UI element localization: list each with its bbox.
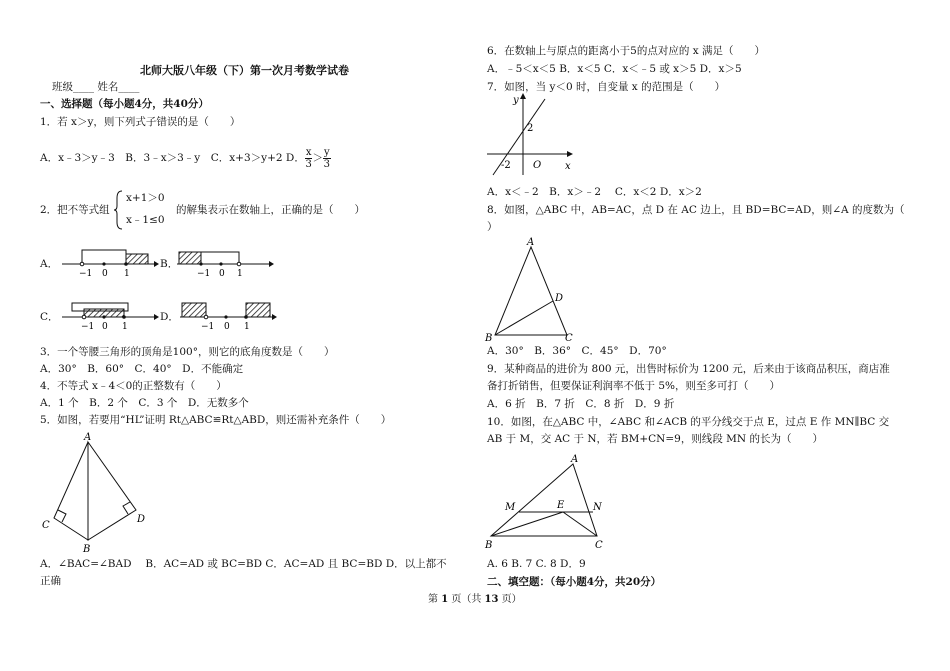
q8-label-d: D [555, 293, 564, 304]
q1-options [40, 142, 331, 174]
page-footer: 第 1 页（共 13 页） [428, 594, 522, 605]
q5-label-a: A [84, 432, 92, 443]
q2-b-tick-1: 1 [237, 269, 243, 279]
q7-stem: 7．如图，当 y＜0 时，自变量 x 的范围是（ ） [487, 81, 726, 93]
q2-option-c-label: C． [40, 311, 59, 323]
q8-label-b: B [485, 333, 493, 344]
q1-stem: 1．若 x＞y，则下列式子错误的是（ ） [40, 116, 241, 128]
q5-figure [40, 430, 160, 556]
q7-options: A．x＜﹣2 B．x＞﹣2 C．x＜2 D．x＞2 [487, 186, 702, 198]
q3-stem: 3．一个等腰三角形的顶角是100°，则它的底角度数是（ ） [40, 346, 335, 358]
q2-a-tick-1: 1 [124, 269, 130, 279]
q2-c-tick-1: 1 [122, 322, 128, 332]
q10-stem-line-2: AB 于 M，交 AC 于 N，若 BM+CN=9，则线段 MN 的长为（ ） [487, 433, 823, 445]
q2-b-tick-0: 0 [219, 269, 225, 279]
page-title: 北师大版八年级（下）第一次月考数学试卷 [140, 64, 349, 77]
q2-numberline-d [180, 297, 280, 333]
q5-options-line-1: A．∠BAC=∠BAD B．AC=AD 或 BC=BD C．AC=AD 且 BC=BD D．以上都不 [40, 558, 447, 570]
q10-figure [485, 452, 615, 552]
q7-label-o: O [533, 160, 542, 171]
q10-label-c: C [595, 540, 603, 551]
q7-label-y: y [513, 95, 519, 106]
q3-options: A．30° B．60° C．40° D．不能确定 [40, 363, 244, 375]
q2-numberline-c [62, 297, 162, 333]
q1-options-text: A．x﹣3＞y﹣3 B．3﹣x＞3﹣y C．x+3＞y+2 D． [40, 152, 305, 164]
page-total: 13 [484, 594, 499, 605]
q2-c-tick-0: 0 [102, 322, 108, 332]
q5-options-line-2: 正确 [40, 575, 61, 587]
q9-options: A．6 折 B．7 折 C．8 折 D．9 折 [487, 398, 675, 410]
q10-label-a: A [571, 454, 579, 465]
q7-label-m2: -2 [501, 160, 511, 171]
q2-numberline-b [177, 244, 277, 280]
q2-c-tick-m1: −1 [81, 322, 95, 332]
q2-system-line-2: x﹣1≤0 [126, 214, 165, 226]
q5-label-d: D [137, 514, 146, 525]
q2-system-line-1: x+1＞0 [126, 192, 165, 204]
q2-d-tick-0: 0 [224, 322, 230, 332]
q6-options: A．﹣5＜x＜5 B．x＜5 C．x＜﹣5 或 x＞5 D．x＞5 [487, 63, 742, 75]
page-number: 1 [441, 594, 449, 605]
q8-options: A．30° B．36° C．45° D．70° [487, 345, 667, 357]
q1-frac-right: $\frac{y}{3}$ [323, 146, 330, 170]
q7-graph [487, 93, 577, 179]
q8-label-a: A [527, 237, 535, 248]
q8-label-c: C [565, 333, 573, 344]
q4-options: A．1 个 B．2 个 C．3 个 D．无数多个 [40, 397, 249, 409]
q5-stem: 5．如图，若要用“HL”证明 Rt△ABC≌Rt△ABD，则还需补充条件（ ） [40, 414, 392, 426]
q7-label-x: x [565, 161, 571, 172]
q9-stem-line-1: 9．某种商品的进价为 800 元，出售时标价为 1200 元，后来由于该商品积压，商店准 [487, 363, 890, 375]
q2-d-tick-1: 1 [244, 322, 250, 332]
q5-label-b: B [83, 544, 91, 555]
q2-option-b-label: B． [160, 258, 179, 270]
q10-label-b: B [485, 540, 493, 551]
q1-frac-gt: ＞ [312, 152, 323, 164]
q9-stem-line-2: 备打折销售，但要保证利润率不低于 5%，则至多可打（ ） [487, 380, 780, 392]
q1-frac-left: $\frac{x}{3}$ [305, 146, 312, 170]
q2-option-d-label: D． [160, 311, 179, 323]
q10-options: A. 6 B. 7 C. 8 D．9 [487, 558, 586, 570]
student-info: 班级____ 姓名____ [52, 81, 140, 93]
q2-a-tick-m1: −1 [79, 269, 93, 279]
q8-stem-line-1: 8．如图，△ABC 中，AB=AC，点 D 在 AC 边上，且 BD=BC=AD，则∠A 的度数为（ [487, 204, 905, 216]
q2-option-a-label: A． [40, 258, 59, 270]
q2-stem-post: 的解集表示在数轴上，正确的是（ ） [176, 204, 365, 216]
q2-d-tick-m1: −1 [201, 322, 215, 332]
q10-label-n: N [593, 502, 602, 513]
section-2-heading: 二、填空题：（每小题4分，共20分） [487, 576, 662, 588]
q10-label-m: M [505, 502, 516, 513]
q6-stem: 6．在数轴上与原点的距离小于5的点对应的 x 满足（ ） [487, 45, 765, 57]
q8-figure [485, 235, 585, 343]
q10-stem-line-1: 10．如图，在△ABC 中，∠ABC 和∠ACB 的平分线交于点 E，过点 E 作 MN∥BC 交 [487, 416, 890, 428]
q10-label-e: E [557, 500, 565, 511]
q7-label-2: 2 [527, 123, 534, 134]
q2-stem-pre: 2．把不等式组 [40, 204, 110, 216]
q5-label-c: C [42, 520, 50, 531]
q8-stem-line-2: ） [487, 221, 498, 233]
q2-numberline-a [62, 244, 162, 280]
q2-a-tick-0: 0 [102, 269, 108, 279]
q4-stem: 4．不等式 x﹣4＜0的正整数有（ ） [40, 380, 227, 392]
q2-brace-icon [114, 190, 124, 230]
section-1-heading: 一、选择题（每小题4分，共40分） [40, 98, 209, 110]
q2-b-tick-m1: −1 [197, 269, 211, 279]
